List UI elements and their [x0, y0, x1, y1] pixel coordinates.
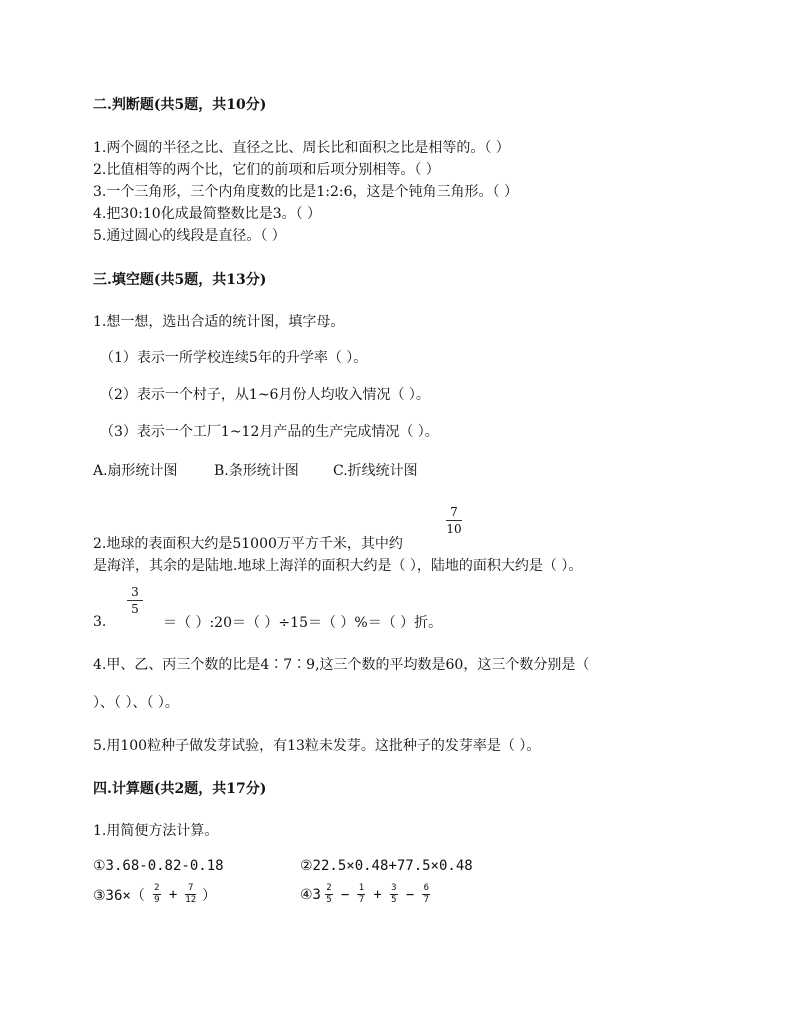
- calc-p4-operator-1: −: [340, 886, 350, 903]
- judge-item-4: 4.把30:10化成最简整数比是3。（ ）: [93, 206, 322, 222]
- calc-p4-fraction-3: [390, 884, 398, 905]
- denominator: 7: [358, 895, 365, 905]
- fill-q3-equation: ＝（ ）:20＝（ ）÷15＝（ ）%＝（ ）折。: [163, 615, 443, 631]
- fill-q1-sub-1: （1）表示一所学校连续5年的升学率（ ）。: [100, 350, 368, 366]
- calc-problem-3: [93, 884, 216, 905]
- calc-p3-fraction-2: [185, 884, 196, 905]
- calc-p3-suffix: ）: [202, 887, 217, 904]
- fill-q2-line-2: 是海洋，其余的是陆地.地球上海洋的面积大约是（ ），陆地的面积大约是（ ）。: [93, 558, 583, 574]
- fill-q4-line-1: 4.甲、乙、丙三个数的比是4∶7∶9,这三个数的平均数是60，这三个数分别是（: [93, 657, 590, 673]
- fill-q2-line-1: 2.地球的表面积大约是51000万平方千米，其中约: [93, 536, 403, 552]
- calc-p4-operator-2: +: [373, 886, 382, 903]
- fill-q2-fraction: [446, 506, 462, 535]
- section-title-calc: 四.计算题(共2题，共17分): [93, 781, 267, 797]
- calc-p4-fraction-1: [325, 884, 333, 905]
- numerator: 3: [391, 883, 397, 893]
- fill-q1-sub-3: （3）表示一个工厂1~12月产品的生产完成情况（ ）。: [100, 424, 439, 440]
- judge-item-5: 5.通过圆心的线段是直径。（ ）: [93, 228, 286, 244]
- fill-q3-fraction-denominator: 5: [131, 602, 139, 616]
- numerator: 7: [187, 883, 194, 893]
- judge-item-2: 2.比值相等的两个比，它们的前项和后项分别相等。（ ）: [93, 162, 440, 178]
- calc-p4-operator-3: −: [405, 886, 415, 903]
- denominator: 7: [423, 895, 429, 905]
- fill-q4-line-2: ）、（ ）、（ ）。: [93, 695, 179, 711]
- fill-q3-fraction: [127, 586, 143, 615]
- fraction-bar: [127, 600, 143, 601]
- fill-q3-label: 3.: [93, 614, 107, 630]
- section-title-judge: 二.判断题(共5题，共10分): [93, 97, 267, 113]
- numerator: 1: [358, 883, 365, 893]
- numerator: 2: [154, 883, 160, 893]
- calc-problem-4: [300, 884, 432, 905]
- calc-p4-prefix: ④3: [300, 886, 321, 903]
- fill-q5: 5.用100粒种子做发芽试验，有13粒未发芽。这批种子的发芽率是（ ）。: [93, 738, 541, 754]
- fill-q3-fraction-numerator: 3: [131, 585, 139, 599]
- numerator: 2: [326, 883, 332, 893]
- section-title-fill: 三.填空题(共5题，共13分): [93, 272, 267, 288]
- calc-stem: 1.用简便方法计算。: [93, 823, 219, 839]
- calc-p3-operator: +: [168, 886, 178, 903]
- calc-p4-fraction-2: [357, 884, 365, 905]
- denominator: 5: [391, 895, 397, 905]
- fill-q1-option-a: A.扇形统计图: [93, 463, 178, 479]
- denominator: 9: [154, 895, 160, 905]
- denominator: 5: [326, 895, 332, 905]
- fill-q1-stem: 1.想一想，选出合适的统计图，填字母。: [93, 314, 345, 330]
- fill-q1-option-c: C.折线统计图: [333, 463, 418, 479]
- calc-problem-2: ②22.5×0.48+77.5×0.48: [300, 858, 473, 874]
- calc-p3-prefix: ③36×（: [93, 887, 145, 904]
- numerator: 6: [423, 883, 429, 893]
- fraction-bar: [446, 520, 462, 521]
- fill-q1-sub-2: （2）表示一个村子，从1~6月份人均收入情况（ ）。: [100, 387, 430, 403]
- judge-item-1: 1.两个圆的半径之比、直径之比、周长比和面积之比是相等的。（ ）: [93, 140, 510, 156]
- calc-p4-fraction-4: [422, 884, 430, 905]
- fill-q2-fraction-numerator: 7: [450, 505, 458, 519]
- judge-item-3: 3.一个三角形，三个内角度数的比是1:2:6，这是个钝角三角形。（ ）: [93, 184, 518, 200]
- fill-q2-fraction-denominator: 10: [446, 522, 462, 536]
- calc-problem-1: ①3.68-0.82-0.18: [93, 858, 224, 874]
- calc-p3-fraction-1: [153, 884, 161, 905]
- fill-q1-option-b: B.条形统计图: [214, 463, 299, 479]
- denominator: 12: [185, 895, 197, 905]
